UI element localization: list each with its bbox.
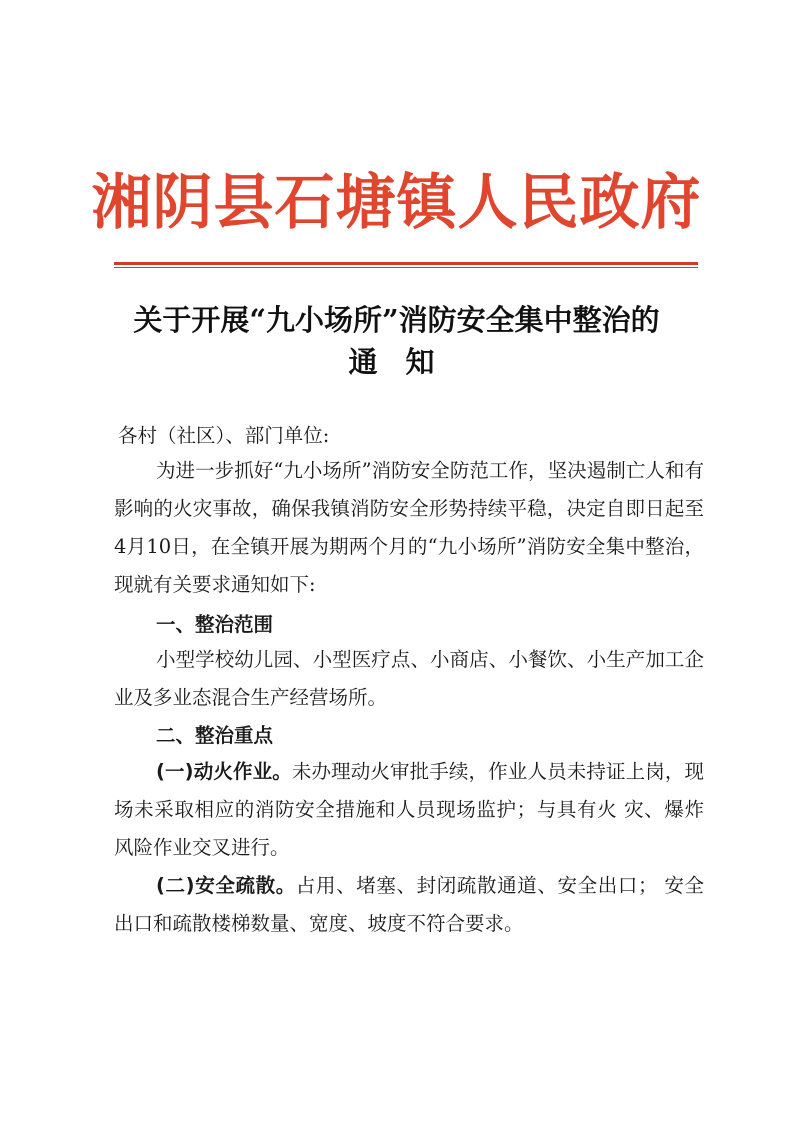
focus-item-text: 占用、堵塞、封闭疏散通道、安全出口； 安全出口和疏散楼梯数量、宽度、坡度不符合要求。 <box>114 874 704 935</box>
masthead-title: 湘阴县石塘镇人民政府 <box>91 168 702 238</box>
salutation: 各村（社区）、部门单位: <box>118 424 330 447</box>
notice-title-line2: 通知 <box>348 345 463 379</box>
notice-title-line1: 关于开展“九小场所”消防安全集中整治的 <box>133 303 660 337</box>
scope-paragraph: 小型学校幼儿园、小型医疗点、小商店、小餐饮、小生产加工企业及多业态混合生产经营场所。 <box>114 648 704 709</box>
focus-item-text: 未办理动火审批手续，作业人员未持证上岗，现场未采取相应的消防安全措施和人员现场监护；与具有火 灾、爆炸风险作业交叉进行。 <box>114 760 704 859</box>
masthead-rule-thin <box>114 267 698 268</box>
masthead-rule <box>114 262 698 265</box>
section-heading-scope: 一、整治范围 <box>156 613 274 636</box>
focus-item-evacuation <box>114 867 704 943</box>
focus-item-label: (一)动火作业。 <box>156 760 292 783</box>
focus-item-label: (二)安全疏散。 <box>156 874 296 897</box>
focus-item-hot-work <box>114 753 704 867</box>
section-heading-focus: 二、整治重点 <box>156 724 274 747</box>
intro-paragraph: 为进一步抓好“九小场所”消防安全防范工作，坚决遏制亡人和有影响的火灾事故，确保我镇消防安全形势持续平稳，决定自即日起至4月10日，在全镇开展为期两个月的“九小场所”消防安全集中整治，现就有关要求通知如下: <box>114 459 704 596</box>
